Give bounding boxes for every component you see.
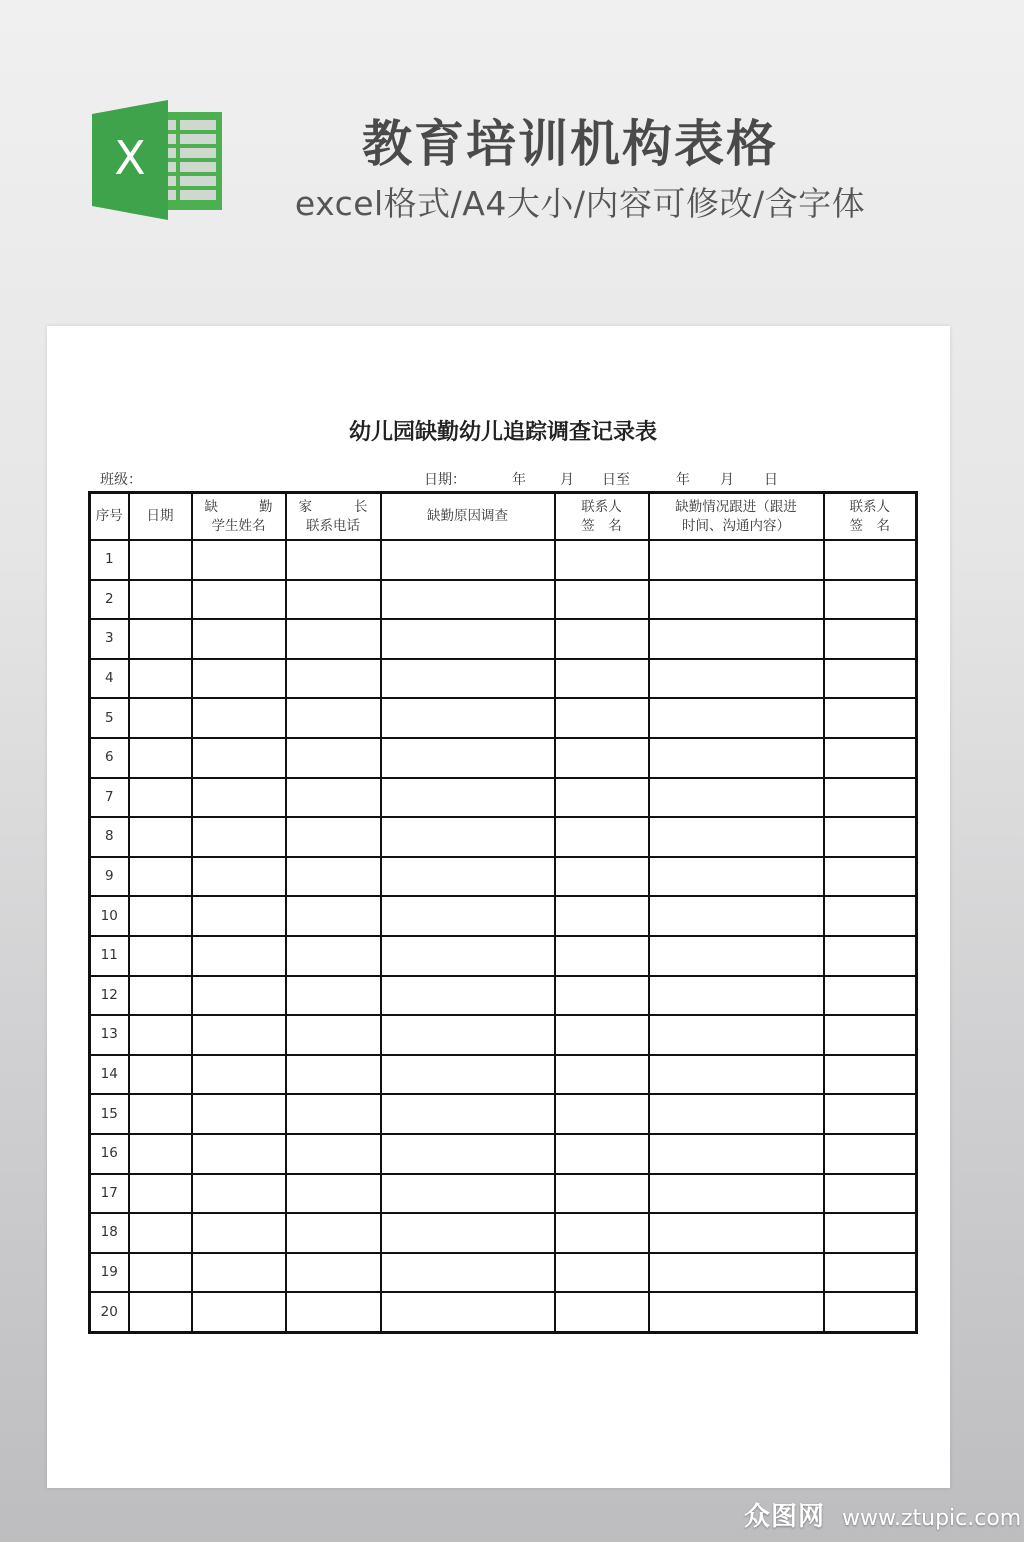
- cell-date[interactable]: [129, 896, 192, 936]
- cell-absence-reason[interactable]: [381, 817, 555, 857]
- cell-index: 12: [90, 976, 129, 1016]
- cell-absence-reason[interactable]: [381, 1094, 555, 1134]
- cell-contact-signature[interactable]: [555, 936, 649, 976]
- cell-student-name[interactable]: [192, 976, 286, 1016]
- cell-absence-reason[interactable]: [381, 698, 555, 738]
- cell-followup[interactable]: [649, 698, 824, 738]
- cell-parent-phone[interactable]: [286, 1213, 381, 1253]
- cell-parent-phone[interactable]: [286, 857, 381, 897]
- cell-contact-signature-2[interactable]: [824, 580, 917, 620]
- cell-contact-signature-2[interactable]: [824, 936, 917, 976]
- cell-contact-signature[interactable]: [555, 896, 649, 936]
- cell-date[interactable]: [129, 1134, 192, 1174]
- table-row: [90, 580, 917, 620]
- cell-followup[interactable]: [649, 580, 824, 620]
- cell-followup[interactable]: [649, 1253, 824, 1293]
- cell-absence-reason[interactable]: [381, 1134, 555, 1174]
- class-label: 班级：: [100, 472, 142, 488]
- cell-date[interactable]: [129, 857, 192, 897]
- cell-parent-phone[interactable]: [286, 817, 381, 857]
- table-row: [90, 817, 917, 857]
- table-row: [90, 1213, 917, 1253]
- cell-followup[interactable]: [649, 857, 824, 897]
- cell-absence-reason[interactable]: [381, 857, 555, 897]
- cell-contact-signature-2[interactable]: [824, 1292, 917, 1332]
- table-row: [90, 936, 917, 976]
- cell-date[interactable]: [129, 619, 192, 659]
- cell-absence-reason[interactable]: [381, 1015, 555, 1055]
- cell-followup[interactable]: [649, 817, 824, 857]
- cell-contact-signature-2[interactable]: [824, 1015, 917, 1055]
- col-header-parent-phone: 家 长 联系电话: [286, 493, 381, 541]
- cell-followup[interactable]: [649, 1292, 824, 1332]
- col-header-contact-signature: 联系人 签 名: [555, 493, 649, 541]
- cell-date[interactable]: [129, 738, 192, 778]
- cell-contact-signature[interactable]: [555, 1253, 649, 1293]
- cell-parent-phone[interactable]: [286, 540, 381, 580]
- cell-student-name[interactable]: [192, 857, 286, 897]
- cell-parent-phone[interactable]: [286, 698, 381, 738]
- cell-contact-signature[interactable]: [555, 1213, 649, 1253]
- banner-subtitle: excel格式/A4大小/内容可修改/含字体: [294, 184, 866, 223]
- col-header-index: 序号: [90, 493, 129, 541]
- cell-followup[interactable]: [649, 1134, 824, 1174]
- cell-contact-signature-2[interactable]: [824, 1134, 917, 1174]
- cell-followup[interactable]: [649, 1015, 824, 1055]
- cell-parent-phone[interactable]: [286, 896, 381, 936]
- cell-followup[interactable]: [649, 540, 824, 580]
- cell-index: 7: [90, 778, 129, 818]
- cell-contact-signature[interactable]: [555, 778, 649, 818]
- cell-contact-signature-2[interactable]: [824, 857, 917, 897]
- cell-contact-signature[interactable]: [555, 738, 649, 778]
- cell-date[interactable]: [129, 817, 192, 857]
- cell-absence-reason[interactable]: [381, 659, 555, 699]
- col-header-student-name: 缺 勤 学生姓名: [192, 493, 286, 541]
- cell-student-name[interactable]: [192, 1055, 286, 1095]
- table-row: [90, 1015, 917, 1055]
- date-year-2: 年: [676, 472, 690, 488]
- cell-index: 4: [90, 659, 129, 699]
- cell-student-name[interactable]: [192, 738, 286, 778]
- cell-contact-signature-2[interactable]: [824, 1174, 917, 1214]
- cell-date[interactable]: [129, 1292, 192, 1332]
- cell-parent-phone[interactable]: [286, 619, 381, 659]
- cell-absence-reason[interactable]: [381, 896, 555, 936]
- cell-contact-signature-2[interactable]: [824, 817, 917, 857]
- cell-date[interactable]: [129, 1055, 192, 1095]
- cell-contact-signature[interactable]: [555, 659, 649, 699]
- excel-icon: [88, 100, 228, 220]
- cell-absence-reason[interactable]: [381, 619, 555, 659]
- cell-parent-phone[interactable]: [286, 936, 381, 976]
- cell-date[interactable]: [129, 659, 192, 699]
- cell-contact-signature[interactable]: [555, 976, 649, 1016]
- cell-followup[interactable]: [649, 1213, 824, 1253]
- watermark-brand: 众图网: [744, 1502, 826, 1532]
- cell-index: 11: [90, 936, 129, 976]
- date-year-1: 年: [512, 472, 526, 488]
- cell-index: 13: [90, 1015, 129, 1055]
- cell-date[interactable]: [129, 1213, 192, 1253]
- cell-followup[interactable]: [649, 1174, 824, 1214]
- table-row: [90, 857, 917, 897]
- cell-index: 10: [90, 896, 129, 936]
- table-row: [90, 1134, 917, 1174]
- cell-contact-signature-2[interactable]: [824, 738, 917, 778]
- date-day-to: 日至: [602, 472, 630, 488]
- cell-student-name[interactable]: [192, 778, 286, 818]
- date-label: 日期：: [424, 472, 466, 488]
- table-row: [90, 698, 917, 738]
- table-row: [90, 619, 917, 659]
- document-title: 幼儿园缺勤幼儿追踪调查记录表: [348, 420, 657, 445]
- cell-date[interactable]: [129, 1174, 192, 1214]
- cell-contact-signature[interactable]: [555, 857, 649, 897]
- cell-followup[interactable]: [649, 738, 824, 778]
- cell-parent-phone[interactable]: [286, 580, 381, 620]
- cell-absence-reason[interactable]: [381, 738, 555, 778]
- cell-contact-signature-2[interactable]: [824, 778, 917, 818]
- cell-index: 14: [90, 1055, 129, 1095]
- cell-student-name[interactable]: [192, 580, 286, 620]
- cell-parent-phone[interactable]: [286, 738, 381, 778]
- cell-student-name[interactable]: [192, 1134, 286, 1174]
- table-row: [90, 976, 917, 1016]
- cell-student-name[interactable]: [192, 659, 286, 699]
- cell-absence-reason[interactable]: [381, 1213, 555, 1253]
- table-row: [90, 1292, 917, 1332]
- cell-contact-signature-2[interactable]: [824, 976, 917, 1016]
- cell-contact-signature[interactable]: [555, 1292, 649, 1332]
- cell-date[interactable]: [129, 698, 192, 738]
- table-row: [90, 1094, 917, 1134]
- cell-student-name[interactable]: [192, 698, 286, 738]
- cell-index: 2: [90, 580, 129, 620]
- cell-followup[interactable]: [649, 976, 824, 1016]
- cell-contact-signature-2[interactable]: [824, 540, 917, 580]
- cell-absence-reason[interactable]: [381, 1174, 555, 1214]
- cell-student-name[interactable]: [192, 1253, 286, 1293]
- cell-index: 19: [90, 1253, 129, 1293]
- cell-index: 5: [90, 698, 129, 738]
- cell-absence-reason[interactable]: [381, 778, 555, 818]
- cell-date[interactable]: [129, 580, 192, 620]
- table-row: [90, 896, 917, 936]
- cell-student-name[interactable]: [192, 1094, 286, 1134]
- cell-contact-signature-2[interactable]: [824, 698, 917, 738]
- table-row: [90, 738, 917, 778]
- col-header-date: 日期: [129, 493, 192, 541]
- cell-contact-signature-2[interactable]: [824, 1213, 917, 1253]
- cell-index: 1: [90, 540, 129, 580]
- cell-index: 9: [90, 857, 129, 897]
- cell-date[interactable]: [129, 540, 192, 580]
- cell-index: 15: [90, 1094, 129, 1134]
- cell-followup[interactable]: [649, 778, 824, 818]
- cell-contact-signature[interactable]: [555, 698, 649, 738]
- cell-index: 8: [90, 817, 129, 857]
- cell-date[interactable]: [129, 1253, 192, 1293]
- cell-contact-signature-2[interactable]: [824, 1253, 917, 1293]
- table-row: [90, 540, 917, 580]
- table-row: [90, 1174, 917, 1214]
- cell-index: 3: [90, 619, 129, 659]
- cell-followup[interactable]: [649, 896, 824, 936]
- cell-student-name[interactable]: [192, 936, 286, 976]
- table-row: [90, 659, 917, 699]
- cell-contact-signature[interactable]: [555, 580, 649, 620]
- cell-parent-phone[interactable]: [286, 1055, 381, 1095]
- cell-absence-reason[interactable]: [381, 976, 555, 1016]
- cell-student-name[interactable]: [192, 896, 286, 936]
- cell-contact-signature[interactable]: [555, 1055, 649, 1095]
- svg-text:X: X: [114, 131, 146, 185]
- cell-parent-phone[interactable]: [286, 778, 381, 818]
- banner-title: 教育培训机构表格: [362, 115, 778, 173]
- cell-student-name[interactable]: [192, 619, 286, 659]
- cell-student-name[interactable]: [192, 817, 286, 857]
- cell-absence-reason[interactable]: [381, 1055, 555, 1095]
- cell-date[interactable]: [129, 936, 192, 976]
- cell-absence-reason[interactable]: [381, 580, 555, 620]
- cell-parent-phone[interactable]: [286, 1094, 381, 1134]
- cell-parent-phone[interactable]: [286, 1174, 381, 1214]
- cell-date[interactable]: [129, 1015, 192, 1055]
- cell-followup[interactable]: [649, 1094, 824, 1134]
- cell-student-name[interactable]: [192, 1174, 286, 1214]
- table-row: [90, 1253, 917, 1293]
- cell-date[interactable]: [129, 1094, 192, 1134]
- cell-date[interactable]: [129, 976, 192, 1016]
- attendance-table: [88, 491, 918, 1334]
- watermark: [744, 1496, 1021, 1533]
- cell-contact-signature[interactable]: [555, 817, 649, 857]
- cell-contact-signature[interactable]: [555, 1134, 649, 1174]
- cell-contact-signature[interactable]: [555, 619, 649, 659]
- cell-contact-signature[interactable]: [555, 540, 649, 580]
- cell-contact-signature-2[interactable]: [824, 1094, 917, 1134]
- cell-parent-phone[interactable]: [286, 1134, 381, 1174]
- cell-parent-phone[interactable]: [286, 1015, 381, 1055]
- cell-index: 18: [90, 1213, 129, 1253]
- cell-contact-signature[interactable]: [555, 1015, 649, 1055]
- col-header-absence-reason: 缺勤原因调查: [381, 493, 555, 541]
- date-day-2: 日: [764, 472, 778, 488]
- cell-index: 6: [90, 738, 129, 778]
- cell-index: 16: [90, 1134, 129, 1174]
- cell-contact-signature-2[interactable]: [824, 1055, 917, 1095]
- cell-absence-reason[interactable]: [381, 936, 555, 976]
- cell-contact-signature-2[interactable]: [824, 896, 917, 936]
- col-header-followup: 缺勤情况跟进（跟进 时间、沟通内容）: [649, 493, 824, 541]
- cell-contact-signature[interactable]: [555, 1094, 649, 1134]
- cell-contact-signature-2[interactable]: [824, 659, 917, 699]
- cell-absence-reason[interactable]: [381, 1253, 555, 1293]
- col-header-contact-signature-2: 联系人 签 名: [824, 493, 917, 541]
- cell-contact-signature-2[interactable]: [824, 619, 917, 659]
- cell-date[interactable]: [129, 778, 192, 818]
- cell-student-name[interactable]: [192, 1213, 286, 1253]
- cell-followup[interactable]: [649, 619, 824, 659]
- date-month-2: 月: [720, 472, 734, 488]
- cell-student-name[interactable]: [192, 540, 286, 580]
- cell-absence-reason[interactable]: [381, 1292, 555, 1332]
- watermark-url: www.ztupic.com: [842, 1506, 1022, 1531]
- cell-followup[interactable]: [649, 1055, 824, 1095]
- cell-followup[interactable]: [649, 659, 824, 699]
- cell-student-name[interactable]: [192, 1015, 286, 1055]
- cell-parent-phone[interactable]: [286, 659, 381, 699]
- cell-index: 20: [90, 1292, 129, 1332]
- cell-contact-signature[interactable]: [555, 1174, 649, 1214]
- table-header-row: [90, 493, 917, 541]
- table-row: [90, 1055, 917, 1095]
- table-row: [90, 778, 917, 818]
- date-month-1: 月: [560, 472, 574, 488]
- cell-followup[interactable]: [649, 936, 824, 976]
- cell-parent-phone[interactable]: [286, 1292, 381, 1332]
- cell-parent-phone[interactable]: [286, 1253, 381, 1293]
- cell-student-name[interactable]: [192, 1292, 286, 1332]
- cell-index: 17: [90, 1174, 129, 1214]
- cell-absence-reason[interactable]: [381, 540, 555, 580]
- cell-parent-phone[interactable]: [286, 976, 381, 1016]
